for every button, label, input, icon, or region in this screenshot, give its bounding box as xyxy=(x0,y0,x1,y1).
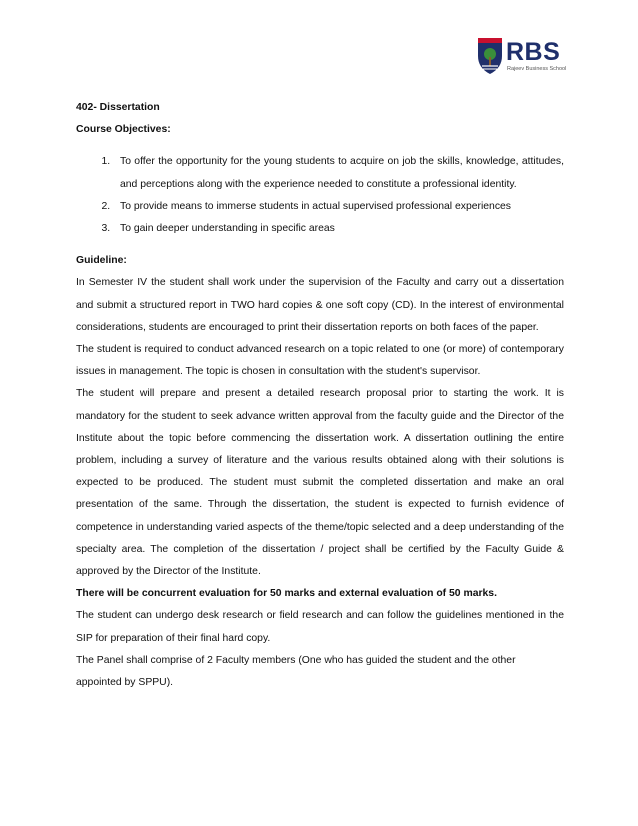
spacer xyxy=(76,240,564,250)
objective-item: 1. To offer the opportunity for the young students to acquire on job the skills, knowledge, attitudes, and perceptions along with the experience needed to constitute a professional identity. xyxy=(113,151,564,195)
objective-item: 2. To provide means to immerse students in actual supervised professional experiences xyxy=(113,196,564,218)
logo-brand-text: RBS xyxy=(506,38,561,66)
logo-subtitle: Rajeev Business School xyxy=(507,66,567,72)
objectives-list xyxy=(76,151,564,240)
objective-item: 3. To gain deeper understanding in specific areas xyxy=(113,218,564,240)
rbs-logo xyxy=(476,36,586,80)
guideline-paragraph: The student is required to conduct advanced research on a topic related to one (or more) of contemporary issues in management. The topic is chosen in consultation with the student's supervisor. xyxy=(76,344,564,378)
shield-emblem-icon xyxy=(476,36,504,76)
objectives-label: Course Objectives: xyxy=(76,124,171,136)
evaluation-note: There will be concurrent evaluation for 50 marks and external evaluation of 50 marks. xyxy=(76,588,497,600)
spacer xyxy=(76,141,564,151)
closing-paragraph: The Panel shall comprise of 2 Faculty members (One who has guided the student and the other appointed by SPPU). xyxy=(76,654,516,689)
closing-paragraph: The student can undergo desk research or field research and can follow the guidelines mentioned in the SIP for preparation of their final hard copy. xyxy=(76,610,564,644)
document-body xyxy=(76,97,564,694)
section-heading: 402- Dissertation xyxy=(76,102,160,113)
guideline-paragraph: The student will prepare and present a detailed research proposal prior to starting the work. It is mandatory for the student to seek advance written approval from the faculty guide and the Director of the Institute about the topic before commencing the dissertation work. A dissertation outlining the entire problem, including a survey of literature and the various results obtained along with their solutions is expected to be produced. The student must submit the completed dissertation and make an oral presentation of the same. Through the dissertation, the student is expected to furnish evidence of competence in understanding varied aspects of the theme/topic selected and a deep understanding of the specialty area. The completion of the dissertation / project shall be certified by the Faculty Guide & approved by the Director of the Institute. xyxy=(76,388,564,578)
guideline-label: Guideline: xyxy=(76,255,127,267)
guideline-paragraph: In Semester IV the student shall work under the supervision of the Faculty and carry out a dissertation and submit a structured report in TWO hard copies & one soft copy (CD). In the interest of environmental considerations, students are encouraged to print their dissertation reports on both faces of the paper. xyxy=(76,277,564,333)
